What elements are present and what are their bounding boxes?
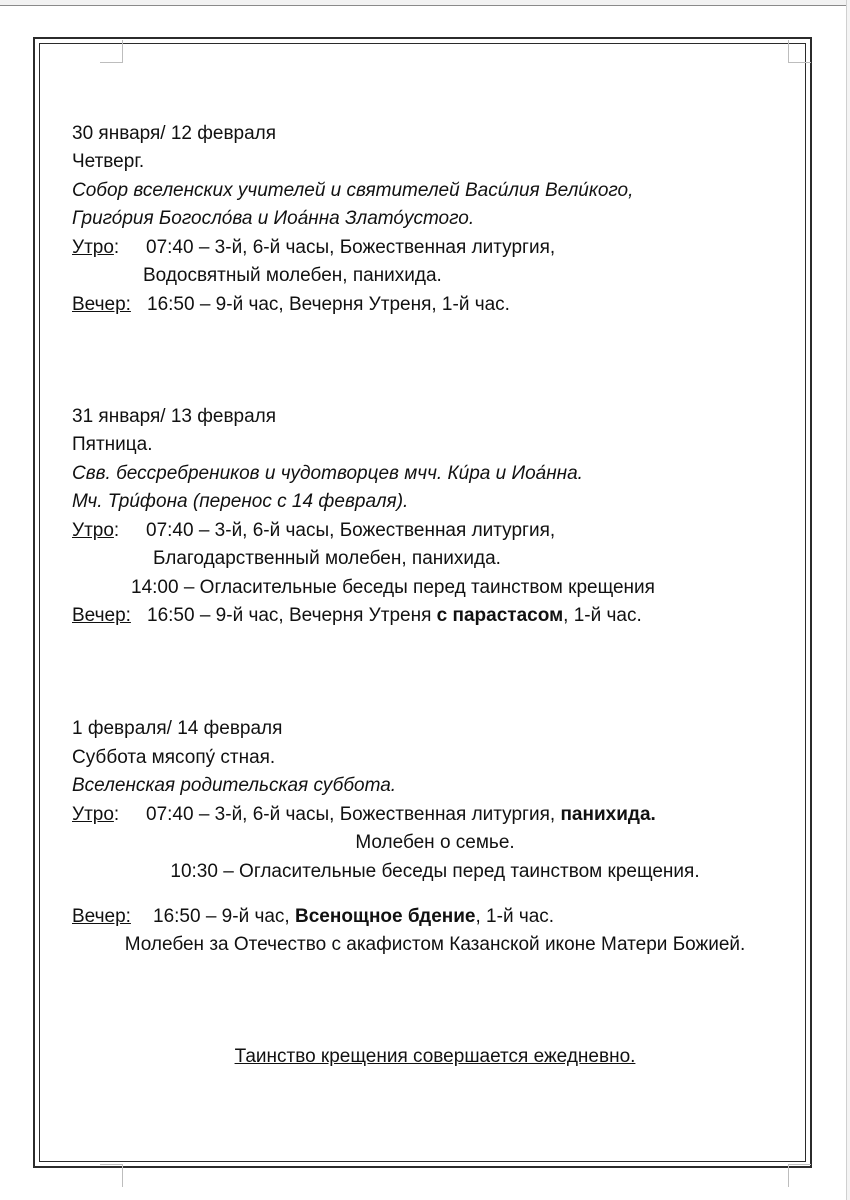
crop-mark-top-right [788, 40, 811, 63]
day1-morning-line1: 07:40 – 3-й, 6-й часы, Божественная литургия, [146, 237, 556, 258]
day2-evening-label: Вечер: [72, 605, 131, 626]
day2-extra-line: 14:00 – Огласительные беседы перед таинством крещения [131, 577, 655, 598]
day3-weekday: Суббота мясопу́ стная. [72, 747, 276, 768]
day3-date: 1 февраля/ 14 февраля [72, 718, 283, 739]
day3-morning-bold: панихида. [560, 804, 656, 825]
day1-morning-row [72, 235, 119, 261]
day3-evening-text [153, 904, 554, 930]
day3-extra-line: 10:30 – Огласительные беседы перед таинством крещения. [170, 861, 700, 882]
day2-morning-line1: 07:40 – 3-й, 6-й часы, Божественная литургия, [146, 520, 556, 541]
day2-morning-row [72, 518, 119, 544]
day3-evening-line2: Молебен за Отечество с акафистом Казанской иконе Матери Божией. [124, 934, 746, 955]
day2-weekday: Пятница. [72, 434, 153, 455]
crop-mark-bottom-left [100, 1164, 123, 1187]
footer-note: Таинство крещения совершается ежедневно. [234, 1046, 636, 1067]
day1-weekday: Четверг. [72, 151, 145, 172]
day2-feast-line2: Мч. Три́фона (перенос с 14 февраля). [72, 491, 409, 512]
day3-morning-pre: 07:40 – 3-й, 6-й часы, Божественная литургия, [146, 804, 561, 825]
day1-morning-label: Утро [72, 237, 114, 258]
crop-mark-top-left [100, 40, 123, 63]
day2-evening-bold: с парастасом [436, 605, 564, 626]
day3-morning-sep: : [113, 804, 120, 825]
day1-feast-line1: Собор вселенских учителей и святителей Васи́лия Вели́кого, [72, 180, 634, 201]
day2-evening-pre: 16:50 – 9-й час, Вечерня Утреня [147, 605, 437, 626]
day3-evening-bold: Всенощное бдение [294, 906, 476, 927]
day2-morning-line2: Благодарственный молебен, панихида. [153, 548, 501, 569]
day3-evening-label: Вечер: [72, 906, 131, 927]
day3-moleben-line: Молебен о семье. [355, 832, 515, 853]
day2-evening-post: , 1-й час. [563, 605, 642, 626]
day2-evening-text [147, 603, 642, 629]
day2-morning-label: Утро [72, 520, 114, 541]
day1-morning-line2: Водосвятный молебен, панихида. [143, 265, 442, 286]
day2-date: 31 января/ 13 февраля [72, 406, 277, 427]
day3-morning-label: Утро [72, 804, 114, 825]
day1-evening-text: 16:50 – 9-й час, Вечерня Утреня, 1-й час. [147, 294, 510, 315]
day3-morning-row [72, 802, 119, 828]
day2-feast-line1: Свв. бессребреников и чудотворцев мчч. Ки́ра и Иоа́нна. [72, 463, 583, 484]
page-right-edge [846, 0, 850, 1200]
day1-evening-label: Вечер: [72, 294, 131, 315]
day3-evening-pre: 16:50 – 9-й час, [153, 906, 295, 927]
day3-morning-text [146, 802, 656, 828]
day3-evening-post: , 1-й час. [475, 906, 555, 927]
day1-morning-sep: : [113, 237, 120, 258]
page-top-edge [0, 0, 850, 6]
crop-mark-bottom-right [788, 1164, 811, 1187]
day2-morning-sep: : [113, 520, 120, 541]
day1-date: 30 января/ 12 февраля [72, 123, 277, 144]
day1-feast-line2: Григо́рия Богосло́ва и Иоа́нна Злато́устого. [72, 208, 475, 229]
day3-feast-line1: Вселенская родительская суббота. [72, 775, 397, 796]
